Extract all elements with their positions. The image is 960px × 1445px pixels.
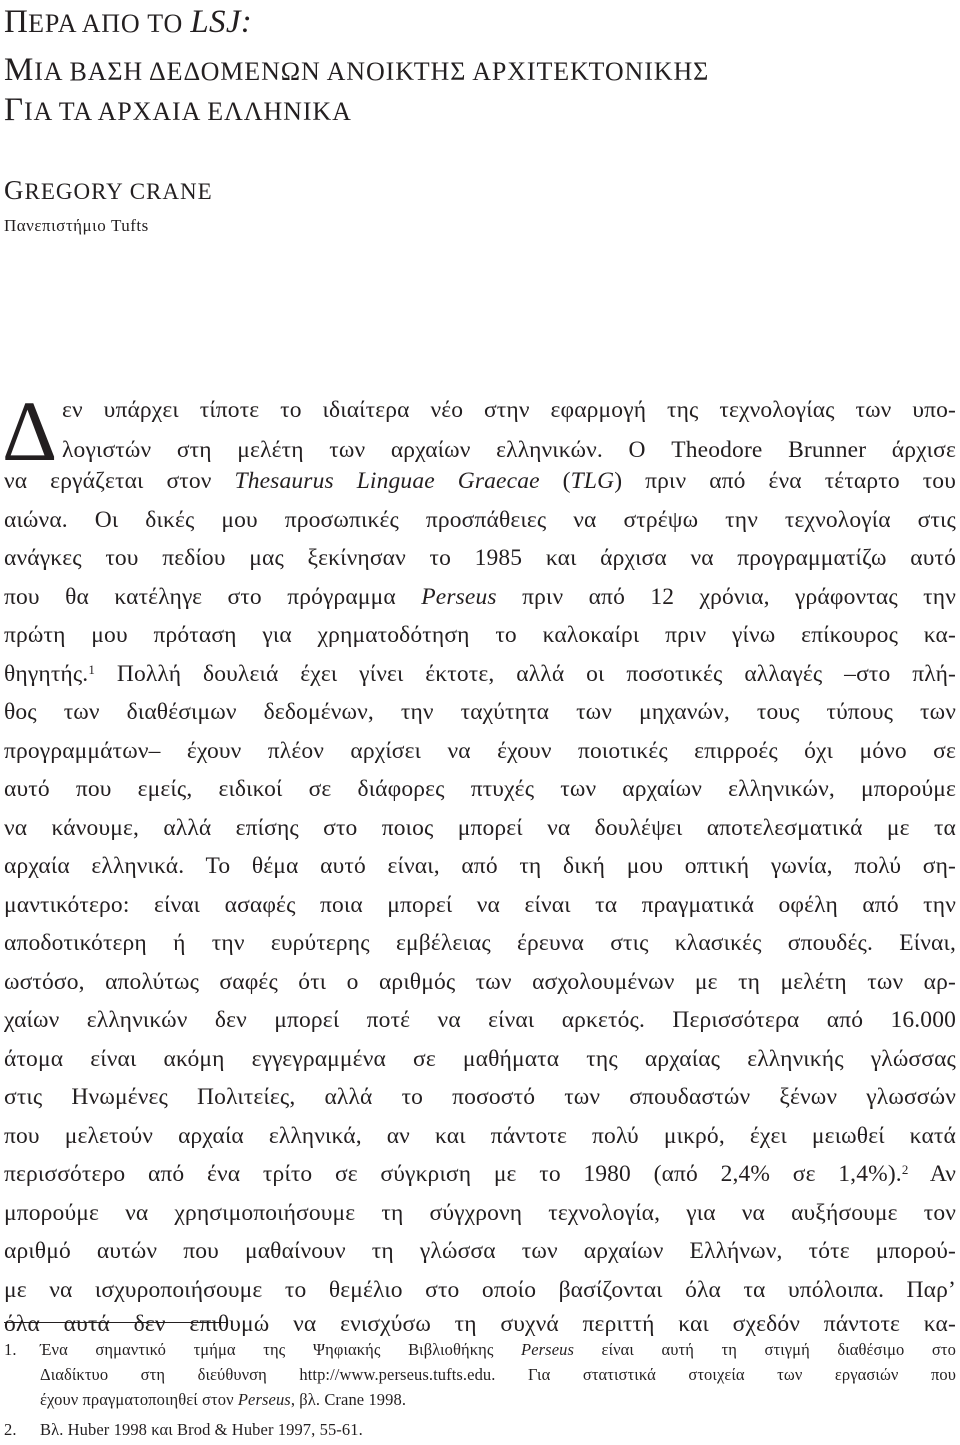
body-line: θος των διαθέσιμων δεδομένων, την ταχύτητα των μηχανών, τους τύπους των [4, 699, 956, 725]
footnote-ref-2: 2 [901, 1162, 909, 1177]
body-line: αριθμό αυτών που μαθαίνουν τη γλώσσα των αρχαίων Ελλήνων, τότε μπορού- [4, 1238, 956, 1264]
body-line: στις Ηνωμένες Πολιτείες, αλλά το ποσοστό των σπουδαστών ξένων γλωσσών [4, 1084, 956, 1110]
body-line: που θα κατέληγε στο πρόγραμμα Perseus πριν από 12 χρόνια, γράφοντας την [4, 584, 956, 610]
body-line: αυτό που εμείς, ειδικοί σε διάφορες πτυχές των αρχαίων ελληνικών, μπορούμε [4, 776, 956, 802]
subtitle-initial: Μ [4, 52, 35, 88]
body-line: άτομα είναι ακόμη εγγεγραμμένα σε μαθήματα της αρχαίας ελληνικής γλώσσας [4, 1046, 956, 1072]
footnote-line: έχουν πραγματοποιηθεί στον Perseus, βλ. Crane 1998. [40, 1390, 407, 1409]
article-title [4, 2, 252, 44]
body-line: μπορούμε να χρησιμοποιήσουμε τη σύγχρονη τεχνολογία, για να αυξήσουμε τον [4, 1200, 956, 1226]
body-line: πρώτη μου πρόταση για χρηματοδότηση το καλοκαίρι πριν γίνω επίκουρος κα- [4, 622, 956, 648]
article-subtitle-line-2 [4, 92, 352, 129]
body-line: να εργάζεται στον Thesaurus Linguae Graecae (TLG) πριν από ένα τέταρτο του [4, 468, 956, 494]
footnote-number-2: 2. [4, 1420, 17, 1439]
body-line: αιώνα. Οι δικές μου προσωπικές προσπάθειες να στρέψω την τεχνολογία στις [4, 507, 956, 533]
body-line: εν υπάρχει τίποτε το ιδιαίτερα νέο στην εφαρμογή της τεχνολογίας των υπο- [62, 397, 956, 423]
author-name [4, 175, 213, 206]
footnote-separator [4, 1322, 224, 1323]
body-line: που μελετούν αρχαία ελληνικά, αν και πάντοτε πολύ μικρό, έχει μειωθεί κατά [4, 1123, 956, 1149]
title-italic-lsj: LSJ: [190, 4, 253, 40]
article-subtitle-line-1 [4, 52, 709, 89]
footnote-line: Διαδίκτυο στη διεύθυνση http://www.perseus.tufts.edu. Για στατιστικά στοιχεία των εργασιών που [40, 1365, 956, 1384]
body-line: ανάγκες του πεδίου μας ξεκίνησαν το 1985 και άρχισα να προγραμματίζω αυτό [4, 545, 956, 571]
author-affiliation: Πανεπιστήμιο Tufts [4, 216, 149, 235]
body-line: όλα αυτά δεν επιθυμώ να ενισχύσω τη συχνά περιττή και σχεδόν πάντοτε κα- [4, 1311, 956, 1337]
drop-cap: Δ [2, 383, 58, 479]
body-line: λογιστών στη μελέτη των αρχαίων ελληνικών. Ο Theodore Brunner άρχισε [62, 437, 956, 463]
subtitle-text: ΙΑ ΒΑΣΗ ΔΕΔΟΜΕΝΩΝ ΑΝΟΙΚΤΗΣ ΑΡΧΙΤΕΚΤΟΝΙΚΗΣ [34, 57, 710, 86]
author-initial: G [4, 175, 25, 205]
body-line: με να ισχυροποιήσουμε το θεμέλιο στο οποίο βασίζονται όλα τα υπόλοιπα. Παρ’ [4, 1277, 956, 1303]
footnote-line: Ένα σημαντικό τμήμα της Ψηφιακής Βιβλιοθήκης Perseus είναι αυτή τη στιγμή διαθέσιμο στο [40, 1340, 956, 1359]
footnote-ref-1: 1 [88, 662, 95, 677]
body-line: ωστόσο, απολύτως σαφές ότι ο αριθμός των ασχολουμένων με τη μελέτη των αρ- [4, 969, 956, 995]
subtitle-initial: Γ [4, 92, 24, 128]
body-line: περισσότερο από ένα τρίτο σε σύγκριση με το 1980 (από 2,4% σε 1,4%).$^2$ Αν [4, 1161, 956, 1187]
body-line: αποδοτικότερη ή την ευρύτερης εμβέλειας έρευνα στις κλασικές σπουδές. Είναι, [4, 930, 956, 956]
subtitle-text: ΙΑ ΤΑ ΑΡΧΑΙΑ ΕΛΛΗΝΙΚΑ [23, 97, 352, 126]
body-line: αρχαία ελληνικά. Το θέμα αυτό είναι, από τη δική μου οπτική γωνία, πολύ ση- [4, 853, 956, 879]
body-line: μαντικότερο: είναι ασαφές ποια μπορεί να είναι τα πραγματικά οφέλη από την [4, 892, 956, 918]
body-line: χαίων ελληνικών δεν μπορεί ποτέ να είναι αρκετός. Περισσότερα από 16.000 [4, 1007, 956, 1033]
body-line: προγραμμάτων– έχουν πλέον αρχίσει να έχουν ποιοτικές επιρροές όχι μόνο σε [4, 738, 956, 764]
title-text: ΕΡΑ ΑΠΟ ΤΟ [28, 9, 191, 38]
body-line: θηγητής.$^1$ Πολλή δουλειά έχει γίνει έκτοτε, αλλά οι ποσοτικές αλλαγές –στο πλή- [4, 661, 956, 687]
author-text: REGORY CRANE [24, 179, 213, 204]
body-line: να κάνουμε, αλλά επίσης στο ποιος μπορεί να δουλέψει αποτελεσματικά με τα [4, 815, 956, 841]
footnote-line: Βλ. Huber 1998 και Brod & Huber 1997, 55-61. [40, 1420, 363, 1439]
footnote-number-1: 1. [4, 1340, 17, 1359]
title-initial: Π [4, 4, 29, 40]
